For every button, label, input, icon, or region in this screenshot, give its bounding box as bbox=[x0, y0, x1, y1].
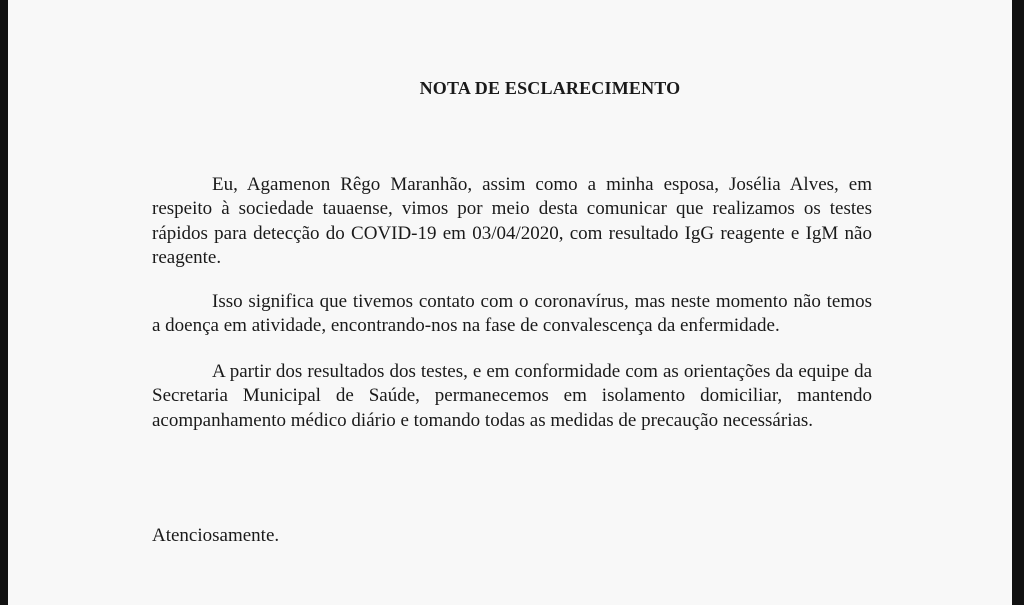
paragraph-test-results: Eu, Agamenon Rêgo Maranhão, assim como a minha esposa, Josélia Alves, em respeito à sociedade tauaense, vimos por meio desta comunicar que realizamos os testes rápidos para detecção do COVID-19 em 03/04/2020, com resultado IgG reagente e IgM não reagente. bbox=[152, 174, 872, 268]
right-border bbox=[1012, 0, 1024, 605]
paragraph-meaning: Isso significa que tivemos contato com o coronavírus, mas neste momento não temos a doença em atividade, encontrando-nos na fase de convalescença da enfermidade. bbox=[152, 291, 872, 337]
document-page bbox=[8, 0, 1012, 605]
closing-salutation: Atenciosamente. bbox=[152, 525, 280, 546]
paragraph-isolation: A partir dos resultados dos testes, e em conformidade com as orientações da equipe da Secretaria Municipal de Saúde, permanecemos em isolamento domiciliar, mantendo acompanhamento médico diário e tomando todas as medidas de precaução necessárias. bbox=[152, 361, 872, 431]
document-title: NOTA DE ESCLARECIMENTO bbox=[419, 78, 681, 98]
